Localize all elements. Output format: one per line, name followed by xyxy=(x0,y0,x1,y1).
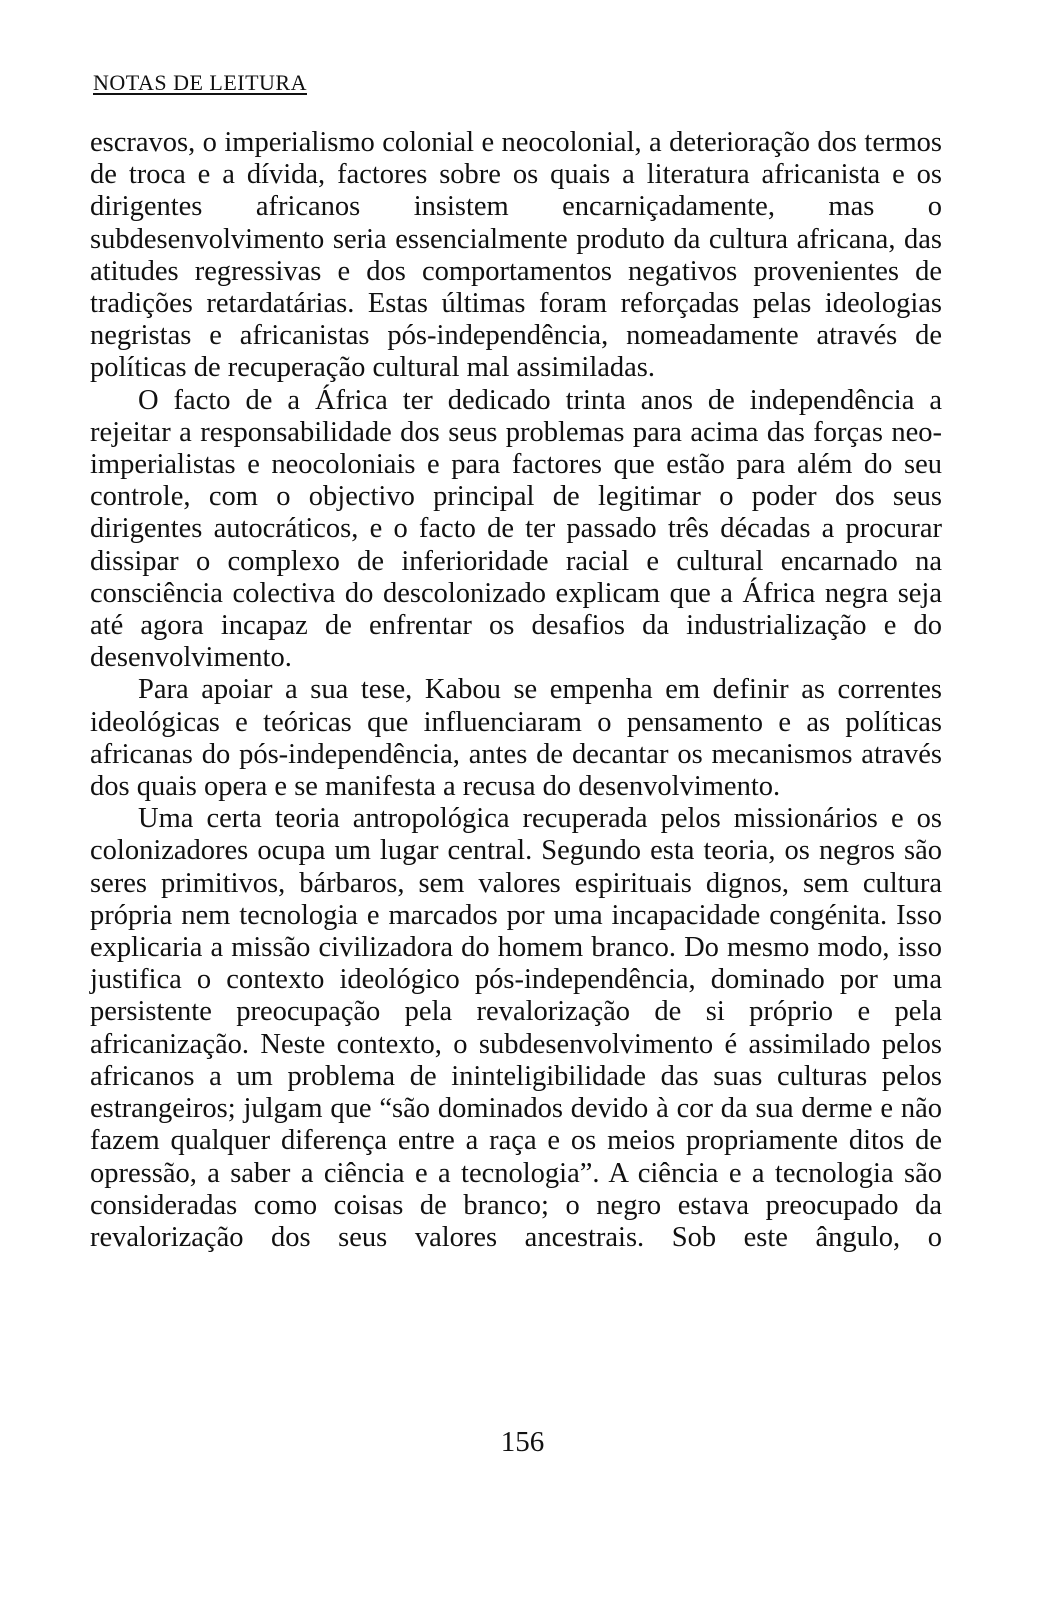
paragraph-2: O facto de a África ter dedicado trinta anos de independência a rejeitar a responsabilidade dos seus problemas para acima das forças neo-imperialistas e neocoloniais e para factores que estão para além do seu controle, com o objectivo principal de legitimar o poder dos seus dirigentes autocráticos, e o facto de ter passado três décadas a procurar dissipar o complexo de inferioridade racial e cultural encarnado na consciência colectiva do descolonizado explicam que a África negra seja até agora incapaz de enfrentar os desafios da industrialização e do desenvolvimento. xyxy=(90,384,942,674)
running-header: NOTAS DE LEITURA xyxy=(93,70,307,95)
paragraph-3: Para apoiar a sua tese, Kabou se empenha em definir as correntes ideológicas e teóricas que influenciaram o pensamento e as políticas africanas do pós-independência, antes de decantar os mecanismos através dos quais opera e se manifesta a recusa do desenvolvimento. xyxy=(90,674,942,803)
paragraph-4: Uma certa teoria antropológica recuperada pelos missionários e os colonizadores ocupa um lugar central. Segundo esta teoria, os negros são seres primitivos, bárbaros, sem valores espirituais dignos, sem cultura própria nem tecnologia e marcados por uma incapacidade congénita. Isso explicaria a missão civilizadora do homem branco. Do mesmo modo, isso justifica o contexto ideológico pós-independência, dominado por uma persistente preocupação pela revalorização de si próprio e pela africanização. Neste contexto, o subdesenvolvimento é assimilado pelos africanos a um problema de ininteligibilidade das suas culturas pelos estrangeiros; julgam que “são dominados devido à cor da sua derme e não fazem qualquer diferença entre a raça e os meios propriamente ditos de opressão, a saber a ciência e a tecnologia”. A ciência e a tecnologia são consideradas como coisas de branco; o negro estava preocupado da revalorização dos seus valores ancestrais. Sob este ângulo, o xyxy=(90,803,942,1253)
page-number: 156 xyxy=(500,1426,545,1458)
paragraph-1: escravos, o imperialismo colonial e neocolonial, a deterioração dos termos de troca e a dívida, factores sobre os quais a literatura africanista e os dirigentes africanos insistem encarniçadamente, mas o subdesenvolvimento seria essencialmente produto da cultura africana, das atitudes regressivas e dos comportamentos negativos provenientes de tradições retardatárias. Estas últimas foram reforçadas pelas ideologias negristas e africanistas pós-independência, nomeadamente através de políticas de recuperação cultural mal assimiladas. xyxy=(90,127,942,384)
body-text xyxy=(90,127,942,1254)
